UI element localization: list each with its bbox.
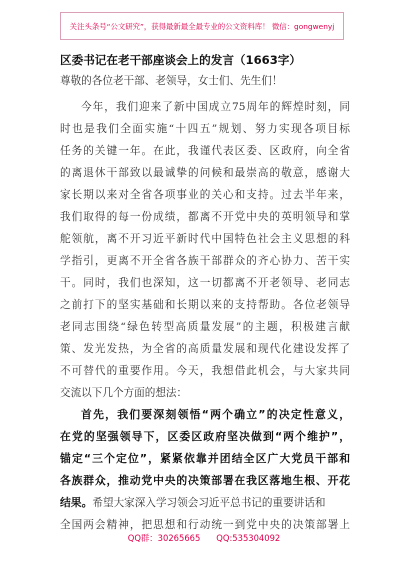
header-banner (60, 12, 344, 40)
body-line: 干。同时，我们也深知，这一切都离不开老领导、老同志 (60, 277, 350, 289)
body-line-bold: 首先，我们要深刻领悟“两个确立”的决定性意义， (81, 408, 350, 421)
body-line: 舵领航，离不开习近平新时代中国特色社会主义思想的科 (60, 233, 350, 245)
body-line: 之前打下的坚实基础和长期以来的支持帮助。各位老领导 (60, 299, 350, 311)
body-line: 家长期以来对全省各项事业的关心和支持。过去半年来， (60, 189, 350, 201)
salutation: 尊敬的各位老干部、老领导，女士们、先生们！ (60, 75, 283, 87)
document-title: 区委书记在老干部座谈会上的发言（1663字） (60, 53, 301, 67)
body-line: 不可替代的重要作用。今天，我想借此机会，与大家共同 (60, 365, 350, 377)
body-line-bold: 在党的坚强领导下，区委区政府坚决做到“两个维护”， (60, 430, 350, 443)
banner-text: 关注头条号“公文研究”，获得最新最全最专业的公文资料库！ 微信：gongwenyj (69, 21, 335, 31)
body-line: 老同志围绕“绿色转型高质量发展”的主题，积极建言献 (60, 321, 350, 333)
body-line: 的离退休干部致以最诚挚的问候和最崇高的敬意，感谢大 (60, 167, 350, 179)
body-line: 策、发光发热，为全省的高质量发展和现代化建设发挥了 (60, 343, 350, 355)
document-body (60, 96, 350, 536)
body-line: 今年，我们迎来了新中国成立75周年的辉煌时刻，同 (81, 101, 350, 113)
body-line: 全国两会精神，把思想和行动统一到党中央的决策部署上 (60, 519, 350, 531)
body-line-bold: 锚定“三个定位”，紧紧依靠并团结全区广大党员干部和 (60, 452, 350, 465)
body-line: 学指引，更离不开全省各族干部群众的齐心协力、苦干实 (60, 255, 350, 267)
body-line-mixed (60, 492, 350, 514)
body-line-bold-tail: 结果。 (60, 496, 93, 509)
body-line-bold: 各族群众，推动党中央的决策部署在我区落地生根、开花 (60, 474, 350, 487)
body-line: 时也是我们全面实施“十四五”规划、努力实现各项目标 (60, 123, 350, 135)
body-line: 任务的关键一年。在此，我谨代表区委、区政府，向全省 (60, 145, 350, 157)
body-line-tail: 希望大家深入学习领会习近平总书记的重要讲话和 (92, 497, 326, 509)
body-line: 交流以下几个方面的想法： (60, 387, 188, 399)
footer-contact: QQ群：30265665 QQ:535304092 (127, 533, 281, 543)
body-line: 我们取得的每一份成绩，都离不开党中央的英明领导和掌 (60, 211, 350, 223)
